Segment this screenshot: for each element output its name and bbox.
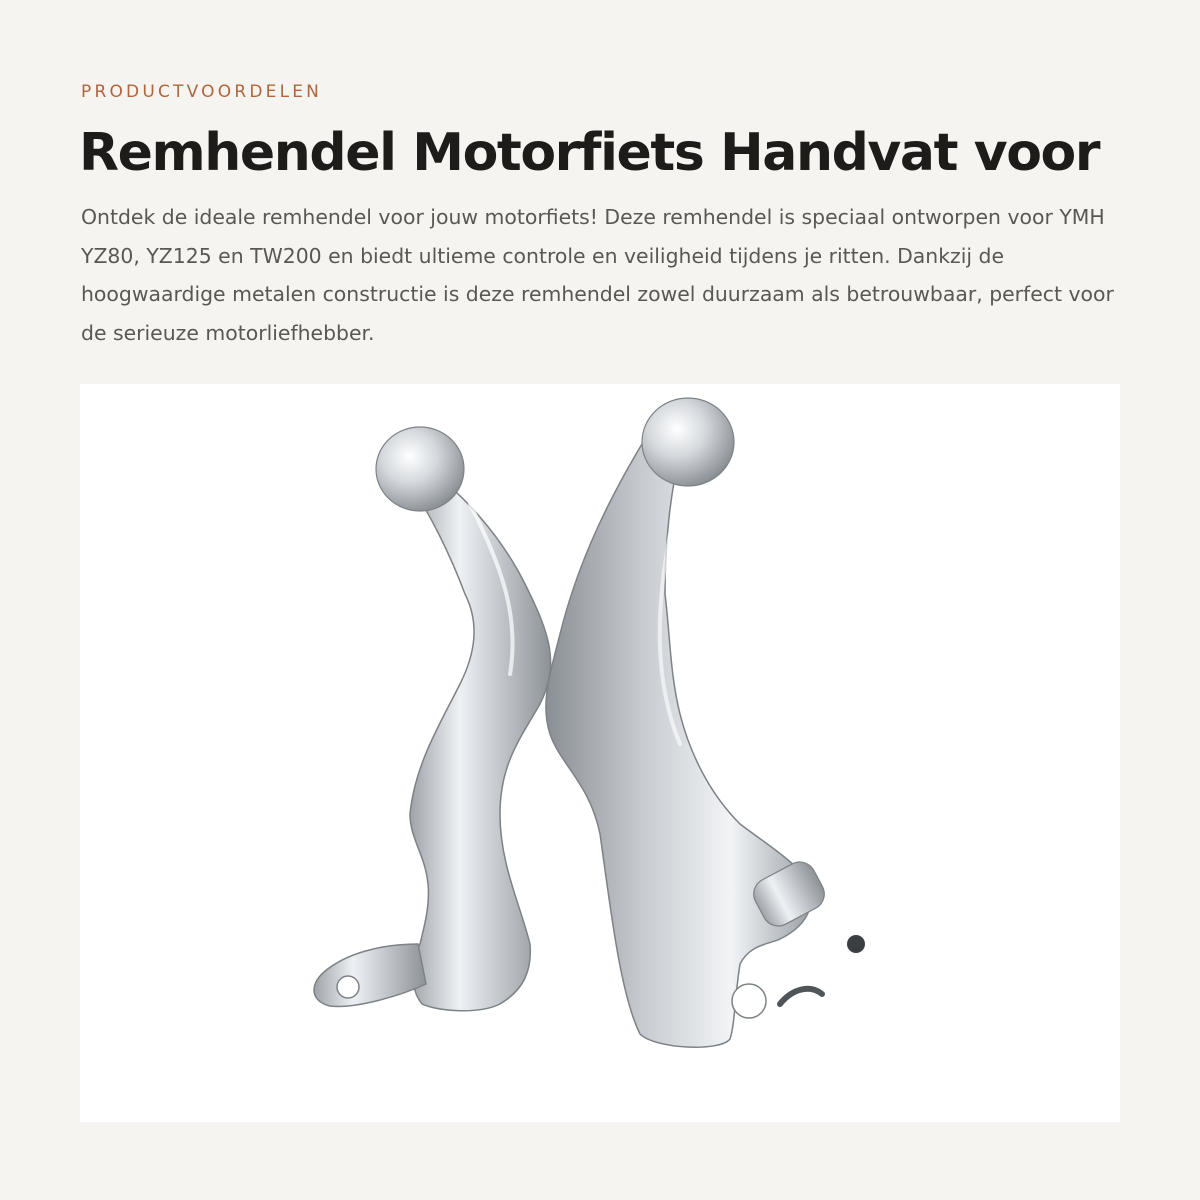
brake-levers-illustration [80, 384, 1120, 1122]
product-image [80, 384, 1120, 1122]
product-title: Remhendel Motorfiets Handvat voor [79, 123, 1100, 183]
product-description: Ontdek de ideale remhendel voor jouw motorfiets! Deze remhendel is speciaal ontworpen voor YMH YZ80, YZ125 en TW200 en biedt ultieme controle en veiligheid tijdens je ritten. Dankzij de hoogwaardige metalen constructie is deze remhendel zowel duurzaam als betrouwbaar, perfect voor de serieuze motorliefhebber. [81, 205, 1114, 345]
left-lever [314, 427, 551, 1011]
right-lever [546, 398, 865, 1047]
section-eyebrow: PRODUCTVOORDELEN [81, 82, 323, 102]
